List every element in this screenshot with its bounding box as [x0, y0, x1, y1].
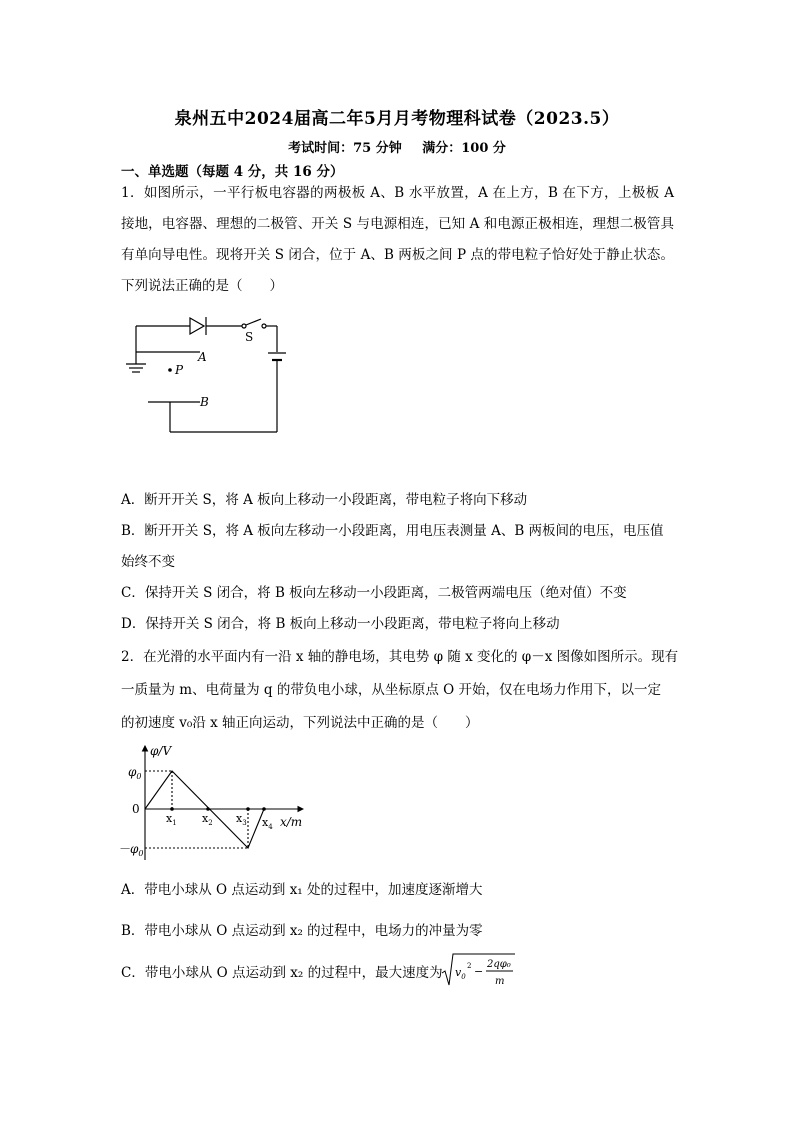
label-p: P: [175, 363, 184, 377]
y-tick-top: $\varphi_0$: [128, 765, 142, 781]
question-2-line1: 2．在光滑的水平面内有一沿 x 轴的静电场，其电势 φ 随 x 变化的 φ－x 图像如图所示。现有: [121, 649, 679, 665]
switch-contact: [242, 324, 246, 328]
exam-time: 考试时间：75 分钟: [288, 141, 402, 156]
tick-dot: [170, 807, 174, 811]
exam-title: 泉州五中2024届高二年5月月考物理科试卷（2023.5）: [174, 109, 620, 129]
svg-text:2qφ₀: 2qφ₀: [487, 959, 511, 970]
svg-text:−: −: [474, 965, 484, 978]
question-1-stem: 1．如图所示，一平行板电容器的两极板 A、B 水平放置，A 在上方，B 在下方，上极板 A 接地，电容器、理想的二极管、开关 S 与电源相连，已知 A 和电源正极相连，理想二极管具有单向导电性。现将开关 S 闭合，位于 A、B 两板之间 P 点的带电粒子恰好处于静止状态。下列说法正确的是（ ）: [121, 185, 674, 294]
charged-particle-dot: [168, 368, 172, 372]
y-axis-label: φ/V: [150, 744, 172, 758]
question-2-line2: 一质量为 m、电荷量为 q 的带负电小球，从坐标原点 O 开始，仅在电场力作用下，以一定: [121, 682, 661, 698]
y-tick-bottom: $-\varphi_0$: [118, 842, 144, 858]
x-tick-2: $x_2$: [202, 812, 213, 827]
diode-icon: [190, 318, 204, 334]
x-tick-4: $x_4$: [262, 816, 273, 831]
potential-graph: [118, 740, 318, 865]
svg-text:m: m: [495, 976, 505, 987]
tick-dot: [206, 807, 210, 811]
q1-option-a: A．断开开关 S，将 A 板向上移动一小段距离，带电粒子将向下移动: [121, 492, 528, 508]
label-a: A: [198, 350, 207, 364]
exam-score: 满分：100 分: [422, 141, 506, 156]
switch-contact: [262, 324, 266, 328]
circuit-diagram: [120, 310, 290, 440]
svg-text:v0: $v_0$: [455, 966, 466, 981]
question-2-line3: 的初速度 v₀沿 x 轴正向运动，下列说法中正确的是（ ）: [121, 715, 479, 731]
label-s: S: [245, 330, 254, 344]
switch-blade: [246, 319, 261, 325]
tick-dot: [262, 807, 266, 811]
q1-option-b-line2: 始终不变: [121, 554, 175, 570]
q2-option-c: C．带电小球从 O 点运动到 x₂ 的过程中，最大速度为: [121, 965, 443, 981]
q1-option-c: C．保持开关 S 闭合，将 B 板向左移动一小段距离，二极管两端电压（绝对值）不变: [121, 585, 627, 601]
q1-option-b-line1: B．断开开关 S，将 A 板向左移动一小段距离，用电压表测量 A、B 两板间的电压，电压值: [121, 523, 664, 539]
x-tick-1: $x_1$: [166, 812, 177, 827]
label-b: B: [200, 395, 209, 409]
max-speed-formula: [441, 951, 517, 991]
svg-text:2: 2: [467, 962, 472, 970]
q1-option-d: D．保持开关 S 闭合，将 B 板向上移动一小段距离，带电粒子将向上移动: [121, 616, 560, 632]
section-heading: 一、单选题（每题 4 分，共 16 分）: [121, 164, 344, 180]
q2-option-b: B．带电小球从 O 点运动到 x₂ 的过程中，电场力的冲量为零: [121, 923, 483, 939]
y-tick-zero: 0: [132, 802, 140, 816]
tick-dot: [246, 807, 250, 811]
x-axis-label: x/m: [280, 815, 303, 829]
x-tick-3: $x_3$: [236, 812, 247, 827]
exam-info: [0, 137, 794, 156]
q2-option-a: A．带电小球从 O 点运动到 x₁ 处的过程中，加速度逐渐增大: [121, 882, 483, 898]
